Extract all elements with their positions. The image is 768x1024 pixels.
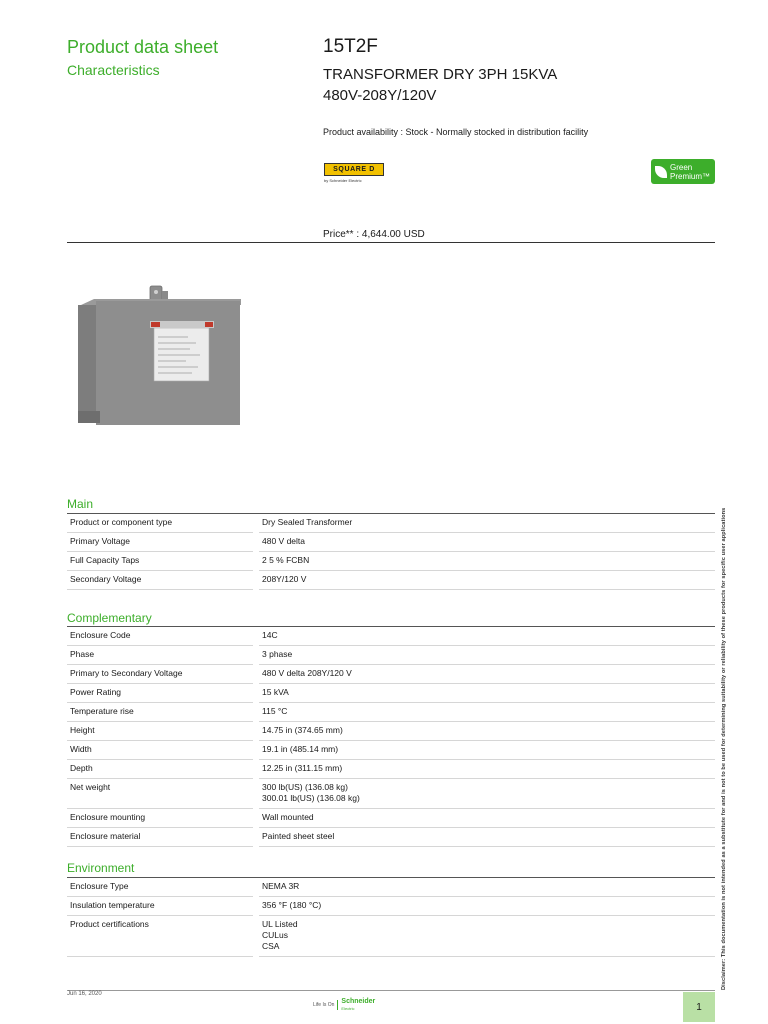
warning-label-red: [151, 322, 160, 327]
spec-value-line: 19.1 in (485.14 mm): [262, 744, 339, 754]
spec-row: [67, 741, 715, 760]
spec-label: Enclosure mounting: [67, 809, 256, 828]
spec-label: Secondary Voltage: [67, 571, 256, 590]
spec-value-line: CULus: [262, 930, 288, 940]
product-description-line2: 480V-208Y/120V: [323, 87, 437, 104]
spec-value-line: 14C: [262, 630, 278, 640]
spec-value-line: Wall mounted: [262, 812, 314, 822]
spec-value: [256, 878, 715, 897]
spec-value-line: NEMA 3R: [262, 881, 300, 891]
complementary-spec-table: [67, 627, 715, 847]
spec-label: Net weight: [67, 779, 256, 809]
spec-value-line: 208Y/120 V: [262, 574, 307, 584]
spec-value-line: UL Listed: [262, 919, 298, 929]
spec-row: [67, 703, 715, 722]
spec-label: Enclosure material: [67, 828, 256, 847]
spec-row: [67, 828, 715, 847]
main-spec-table: [67, 514, 715, 590]
header-left: [67, 36, 218, 80]
section-title-main: Main: [67, 497, 94, 511]
environment-spec-table-body: [67, 878, 715, 957]
schneider-wordmark-main: Schneider: [341, 998, 376, 1005]
spec-label: Product or component type: [67, 514, 256, 533]
spec-value-line: 480 V delta 208Y/120 V: [262, 668, 352, 678]
spec-value-line: 14.75 in (374.65 mm): [262, 725, 343, 735]
spec-value-line: 3 phase: [262, 649, 293, 659]
spec-label: Primary to Secondary Voltage: [67, 665, 256, 684]
document-subtitle: Characteristics: [67, 62, 160, 78]
product-description-line1: TRANSFORMER DRY 3PH 15KVA: [323, 66, 558, 83]
green-premium-line1: Green: [670, 162, 693, 172]
spec-value-line: Dry Sealed Transformer: [262, 517, 353, 527]
spec-row: [67, 809, 715, 828]
logo-separator: [337, 1000, 338, 1010]
spec-value-line: 2 5 % FCBN: [262, 555, 310, 565]
product-availability: Product availability : Stock - Normally stocked in distribution facility: [323, 127, 589, 137]
square-d-logo-text: SQUARE D: [324, 163, 384, 176]
spec-label: Primary Voltage: [67, 533, 256, 552]
spec-row: [67, 665, 715, 684]
spec-label: Insulation temperature: [67, 897, 256, 916]
spec-value: [256, 722, 715, 741]
spec-value: [256, 646, 715, 665]
spec-row: [67, 722, 715, 741]
transformer-base: [78, 411, 100, 423]
divider: [67, 242, 715, 243]
square-d-logo-sub: by Schneider Electric: [324, 178, 362, 183]
spec-label: Enclosure Code: [67, 627, 256, 646]
spec-value: [256, 809, 715, 828]
spec-row: [67, 514, 715, 533]
warning-label-red: [205, 322, 213, 327]
spec-value: [256, 916, 715, 957]
spec-row: [67, 779, 715, 809]
spec-row: [67, 552, 715, 571]
life-is-on-tagline: Life Is On: [313, 1002, 335, 1008]
spec-row: [67, 684, 715, 703]
square-d-logo: [324, 163, 386, 185]
green-premium-line2: Premium™: [670, 171, 711, 181]
spec-row: [67, 571, 715, 590]
spec-value-line: 12.25 in (311.15 mm): [262, 763, 343, 773]
spec-value: [256, 552, 715, 571]
spec-label: Product certifications: [67, 916, 256, 957]
spec-label: Enclosure Type: [67, 878, 256, 897]
spec-value: [256, 533, 715, 552]
document-title: Product data sheet: [67, 37, 219, 57]
transformer-left-face: [78, 305, 97, 420]
spec-value-line: 300.01 lb(US) (136.08 kg): [262, 793, 360, 803]
product-reference: 15T2F: [323, 36, 378, 57]
spec-label: Full Capacity Taps: [67, 552, 256, 571]
environment-spec-table: [67, 878, 715, 957]
section-title-environment: Environment: [67, 861, 135, 875]
spec-value: [256, 703, 715, 722]
spec-label: Depth: [67, 760, 256, 779]
page-number: 1: [683, 992, 715, 1022]
footer-divider: [67, 990, 715, 991]
spec-value: [256, 571, 715, 590]
spec-value: [256, 665, 715, 684]
green-premium-badge[interactable]: [651, 159, 715, 184]
spec-value: [256, 897, 715, 916]
spec-value: [256, 760, 715, 779]
spec-row: [67, 760, 715, 779]
schneider-wordmark-sub: Electric: [341, 1006, 355, 1011]
spec-row: [67, 897, 715, 916]
spec-row: [67, 627, 715, 646]
spec-value: [256, 779, 715, 809]
transformer-product-image: [70, 285, 245, 430]
footer-date: Jun 16, 2020: [67, 991, 102, 997]
spec-value: [256, 684, 715, 703]
spec-value-line: 356 °F (180 °C): [262, 900, 322, 910]
spec-value-line: 480 V delta: [262, 536, 306, 546]
leaf-icon: [655, 166, 667, 178]
spec-value-line: Painted sheet steel: [262, 831, 335, 841]
spec-label: Width: [67, 741, 256, 760]
spec-value: [256, 627, 715, 646]
spec-value: [256, 514, 715, 533]
spec-label: Phase: [67, 646, 256, 665]
disclaimer: [714, 400, 728, 990]
section-title-complementary: Complementary: [67, 611, 152, 625]
disclaimer-text: Disclaimer: This documentation is not intended as a substitute for and is not to be used for determining suitability or reliability of these products for specific user applications: [721, 507, 727, 990]
main-spec-table-body: [67, 514, 715, 590]
header-right: [323, 36, 715, 106]
spec-row: [67, 878, 715, 897]
spec-value-line: 115 °C: [262, 706, 288, 716]
complementary-spec-table-body: [67, 627, 715, 847]
spec-value-line: CSA: [262, 941, 280, 951]
schneider-electric-logo: [313, 998, 375, 1012]
spec-value-line: 300 lb(US) (136.08 kg): [262, 782, 348, 792]
spec-label: Temperature rise: [67, 703, 256, 722]
product-description: [323, 64, 715, 106]
spec-label: Height: [67, 722, 256, 741]
spec-row: [67, 533, 715, 552]
spec-label: Power Rating: [67, 684, 256, 703]
spec-value: [256, 828, 715, 847]
spec-value: [256, 741, 715, 760]
spec-value-line: 15 kVA: [262, 687, 289, 697]
spec-row: [67, 646, 715, 665]
spec-row: [67, 916, 715, 957]
green-premium-text: [670, 163, 710, 181]
product-price: Price** : 4,644.00 USD: [323, 229, 425, 240]
schneider-wordmark: [341, 998, 375, 1012]
